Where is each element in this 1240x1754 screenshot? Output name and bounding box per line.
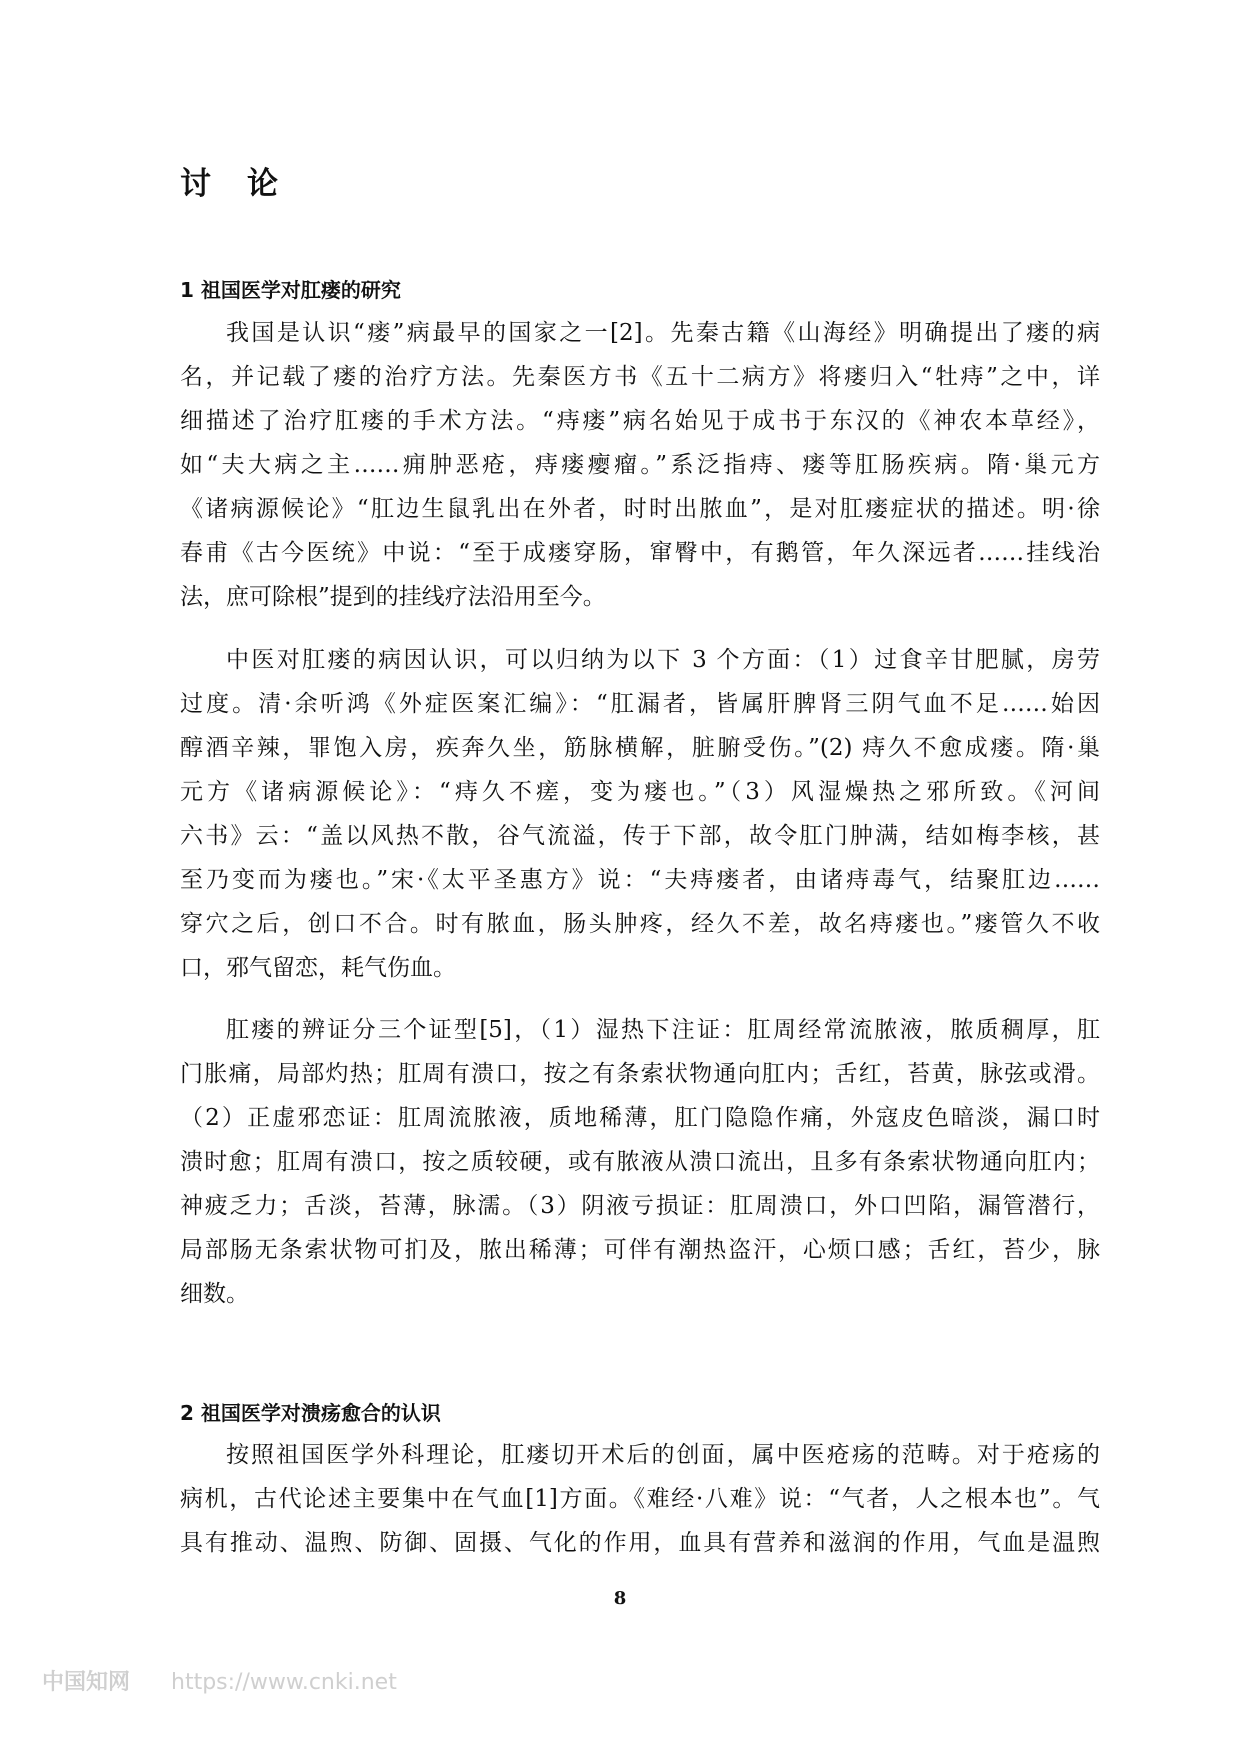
paragraph-line: 神疲乏力；舌淡，苔薄，脉濡。（3）阴液亏损证：肛周溃口，外口凹陷，漏管潜行， — [180, 1193, 1100, 1219]
section-2-heading: 2 祖国医学对溃疡愈合的认识 — [180, 1401, 441, 1425]
section-1-paragraph-1 — [180, 311, 1100, 619]
paragraph-line: 元方《诸病源候论》：“痔久不瘥，变为瘘也。”（3）风湿燥热之邪所致。《河间 — [180, 779, 1100, 805]
paragraph-line: 《诸病源候论》“肛边生鼠乳出在外者，时时出脓血”，是对肛瘘症状的描述。明·徐 — [180, 496, 1100, 522]
paragraph-line: 过度。清·余听鸿《外症医案汇编》：“肛漏者，皆属肝脾肾三阴气血不足……始因 — [180, 691, 1100, 717]
paragraph-line: （2）正虚邪恋证：肛周流脓液，质地稀薄，肛门隐隐作痛，外寇皮色暗淡，漏口时 — [180, 1105, 1100, 1131]
section-1-paragraph-2 — [180, 638, 1100, 990]
watermark-brand: 中国知网 — [42, 1670, 131, 1695]
paragraph-line: 具有推动、温煦、防御、固摄、气化的作用，血具有营养和滋润的作用，气血是温煦 — [180, 1530, 1100, 1556]
paragraph-line: 门胀痛，局部灼热；肛周有溃口，按之有条索状物通向肛内；舌红，苔黄，脉弦或滑。 — [180, 1061, 1100, 1087]
paragraph-line: 局部肠无条索状物可扪及，脓出稀薄；可伴有潮热盗汗，心烦口感；舌红，苔少，脉 — [180, 1237, 1100, 1263]
paragraph-line: 醇酒辛辣，罪饱入房，疾奔久坐，筋脉横解，脏腑受伤。”(2) 痔久不愈成瘘。隋·巢 — [180, 735, 1100, 761]
paragraph-line: 我国是认识“瘘”病最早的国家之一[2]。先秦古籍《山海经》明确提出了瘘的病 — [226, 320, 1100, 346]
paragraph-line: 穿穴之后，创口不合。时有脓血，肠头肿疼，经久不差，故名痔瘘也。”瘘管久不收 — [180, 911, 1100, 937]
paragraph-line: 名，并记载了瘘的治疗方法。先秦医方书《五十二病方》将瘘归入“牡痔”之中，详 — [180, 364, 1100, 390]
watermark — [42, 1665, 397, 1696]
paragraph-line: 中医对肛瘘的病因认识，可以归纳为以下 3 个方面：（1）过食辛甘肥腻，房劳 — [226, 647, 1100, 673]
page-number: 8 — [613, 1588, 627, 1609]
paragraph-line: 病机，古代论述主要集中在气血[1]方面。《难经·八难》说：“气者，人之根本也”。气 — [180, 1486, 1100, 1512]
section-1-heading: 1 祖国医学对肛瘘的研究 — [180, 278, 401, 302]
section-2-paragraph-1 — [180, 1433, 1100, 1565]
chapter-title: 讨论 — [180, 166, 314, 202]
section-1-paragraph-3 — [180, 1008, 1100, 1316]
paragraph-line: 春甫《古今医统》中说：“至于成瘘穿肠，窜臀中，有鹅管，年久深远者……挂线治 — [180, 540, 1100, 566]
paragraph-line: 如“夫大病之主……痈肿恶疮，痔瘘瘿瘤。”系泛指痔、瘘等肛肠疾病。隋·巢元方 — [180, 452, 1100, 478]
paragraph-line: 至乃变而为瘘也。”宋·《太平圣惠方》说：“夫痔瘘者，由诸痔毒气，结聚肛边…… — [180, 867, 1100, 893]
watermark-url: https://www.cnki.net — [171, 1670, 397, 1695]
paragraph-line: 口，邪气留恋，耗气伤血。 — [180, 955, 456, 981]
paragraph-line: 溃时愈；肛周有溃口，按之质较硬，或有脓液从溃口流出，且多有条索状物通向肛内； — [180, 1149, 1100, 1175]
paragraph-line: 法，庶可除根”提到的挂线疗法沿用至今。 — [180, 584, 606, 610]
paragraph-line: 六书》云：“盖以风热不散，谷气流溢，传于下部，故令肛门肿满，结如梅李核，甚 — [180, 823, 1100, 849]
paragraph-line: 细数。 — [180, 1281, 249, 1307]
paragraph-line: 按照祖国医学外科理论，肛瘘切开术后的创面，属中医疮疡的范畴。对于疮疡的 — [226, 1442, 1100, 1468]
paragraph-line: 肛瘘的辨证分三个证型[5]，（1）湿热下注证：肛周经常流脓液，脓质稠厚，肛 — [226, 1017, 1100, 1043]
paragraph-line: 细描述了治疗肛瘘的手术方法。“痔瘘”病名始见于成书于东汉的《神农本草经》， — [180, 408, 1100, 434]
